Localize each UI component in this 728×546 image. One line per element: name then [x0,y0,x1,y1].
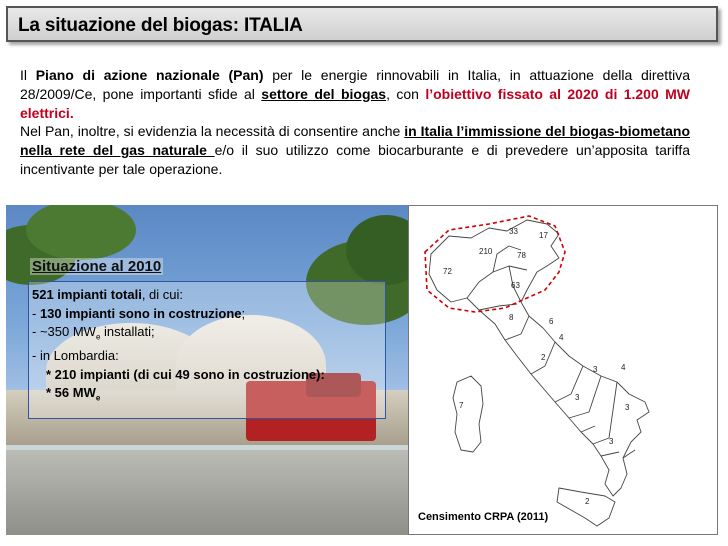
map-value: 3 [625,403,630,412]
total-plants: 521 impianti totali [32,287,142,302]
map-value: 210 [479,247,493,256]
text-segment: e/o il suo utilizzo come biocarburante e di prevedere un’apposita tariffa incentivante per tale operazione. [20,142,690,177]
text-segment: , con [386,85,426,102]
info-line-mw [32,323,381,347]
text-pan-bold: Piano di azione nazionale (Pan) [35,67,264,83]
text-segment: . [69,104,74,121]
map-value: 33 [509,227,518,236]
map-value: 78 [517,251,526,260]
text-objective-red: l’obiettivo fissato al 2020 di 1.200 MW elettrici [20,85,691,121]
map-value: 17 [539,231,548,240]
map-value: 4 [559,333,564,342]
text-segment: Nel Pan, inoltre, si evidenzia la necessità di consentire anche [20,123,405,140]
info-line-lombardia-mw [32,384,381,408]
text-segment: Il [20,67,36,83]
text-segment: installati; [100,324,155,339]
text-settore-biogas: settore del biogas [261,85,387,102]
info-line-lombardia: - in Lombardia: [32,348,119,364]
title-bar [6,6,718,42]
body-text [20,66,690,179]
map-value: 3 [575,393,580,402]
plants-in-construction: 130 impianti sono in costruzione [39,305,242,321]
text-segment: ; [241,305,246,321]
map-value: 7 [459,401,464,410]
info-line-total [32,286,381,305]
source-caption: Censimento CRPA (2011) [418,511,549,523]
text-segment: , di cui: [141,287,183,302]
map-value: 4 [621,363,626,372]
paragraph-pan [20,66,690,122]
map-value: 8 [509,313,514,322]
map-value: 3 [609,437,614,446]
map-value: 2 [585,497,590,506]
info-line-lombardia-plants: * 210 impianti (di cui 49 sono in costruzione): [46,366,325,382]
subscript-e: e [95,332,101,342]
lombardia-mw: * 56 MW [46,385,96,401]
info-line-construction [32,305,381,324]
map-value: 3 [593,365,598,374]
text-immissione-bold: in Italia l’immissione del biogas-biometano nella rete del gas naturale [20,123,690,159]
page-title: La situazione del biogas: ITALIA [18,15,303,36]
sicily-outline [557,488,615,526]
map-value: 2 [541,353,546,362]
map-value: 72 [443,267,452,276]
subscript-e: e [95,393,101,403]
map-value: 6 [549,317,554,326]
italy-map [408,205,718,535]
paragraph-immissione [20,122,690,178]
situazione-info-box [28,281,386,419]
sardinia-outline [453,376,483,452]
text-segment: - [32,305,40,321]
mainland-outline [429,220,649,496]
installed-mw: - ~350 MW [32,324,96,339]
situazione-heading: Situazione al 2010 [32,258,162,275]
italy-map-svg [409,206,719,536]
map-value: 63 [511,281,520,290]
text-segment: per le energie rinnovabili in Italia, in attuazione della direttiva 28/2009/Ce, pone importanti sfide al [20,67,690,102]
